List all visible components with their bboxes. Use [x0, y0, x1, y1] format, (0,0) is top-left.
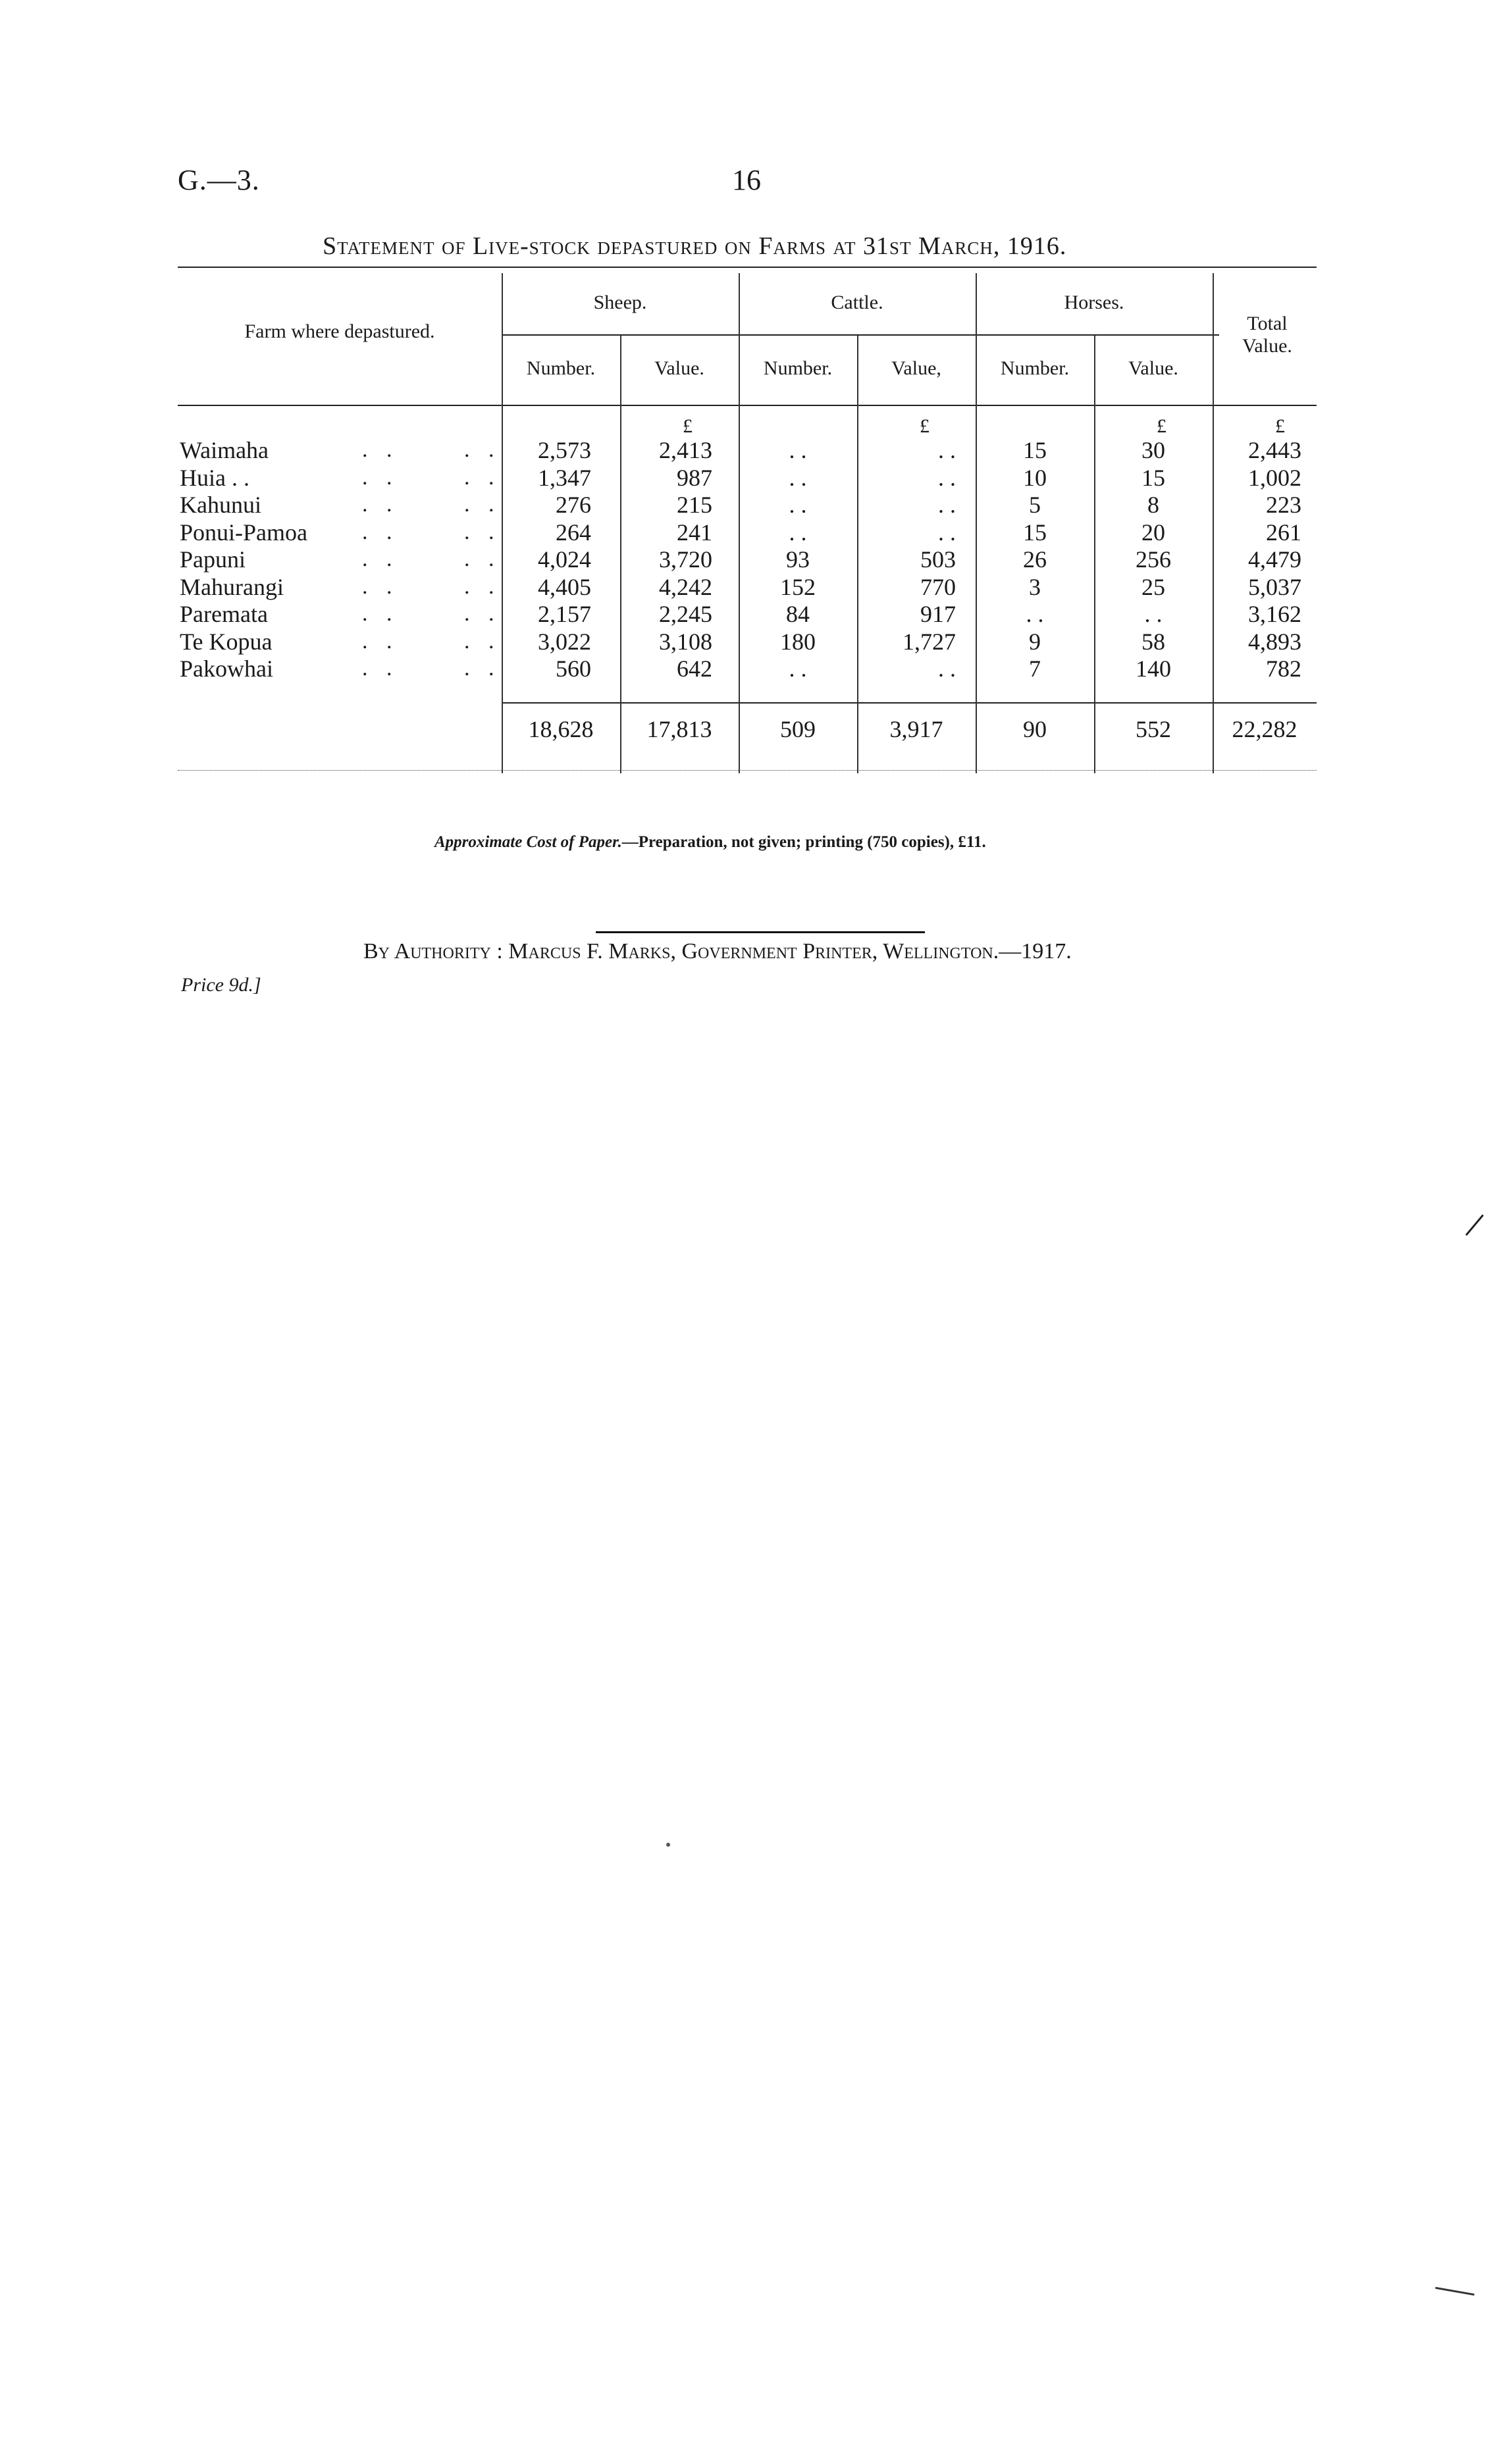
cell-total-value: 4,893 — [1248, 628, 1301, 655]
header-sheep-value: Value. — [654, 357, 704, 379]
dot-leader: . . — [362, 465, 399, 490]
page-number: 16 — [732, 164, 761, 196]
dot-leader: . . — [464, 629, 501, 654]
cell-sheep-number: 4,405 — [538, 573, 591, 600]
approx-text: —Preparation, not given; printing (750 copies), £11. — [621, 833, 986, 851]
farm-name: Te Kopua — [180, 628, 273, 655]
total-cattle-value: 3,917 — [889, 716, 943, 742]
approx-label: Approximate Cost of Paper. — [434, 833, 622, 851]
cell-sheep-value: 241 — [677, 519, 712, 546]
dot-leader: . . — [464, 492, 501, 517]
dot-leader: . . — [464, 519, 501, 544]
header-sheep: Sheep. — [593, 292, 647, 313]
footer-rule — [596, 931, 925, 933]
cell-sheep-value: 642 — [677, 655, 712, 682]
cell-horses-number: 26 — [1023, 546, 1047, 573]
cell-cattle-value: . . — [938, 492, 956, 518]
group-header-rule — [502, 334, 1219, 336]
cell-horses-value: 8 — [1147, 492, 1159, 518]
currency-sheep-value: £ — [683, 415, 693, 437]
cell-cattle-number: . . — [789, 655, 807, 682]
cell-total-value: 3,162 — [1248, 601, 1301, 627]
scan-mark-right — [1465, 1214, 1484, 1236]
cell-total-value: 5,037 — [1248, 573, 1301, 600]
cell-sheep-number: 4,024 — [538, 546, 591, 573]
total-cattle-number: 509 — [780, 716, 816, 742]
cell-sheep-number: 560 — [556, 655, 591, 682]
cell-total-value: 261 — [1266, 519, 1301, 546]
printer-authority: By Authority : Marcus F. Marks, Government Printer, Wellington.—1917. — [363, 939, 1072, 963]
cell-horses-value: 20 — [1141, 519, 1165, 546]
cell-sheep-value: 3,720 — [659, 546, 712, 573]
cell-sheep-number: 3,022 — [538, 628, 591, 655]
total-sheep-value: 17,813 — [646, 716, 712, 742]
dot-leader: . . — [362, 629, 399, 654]
cell-total-value: 1,002 — [1248, 464, 1301, 491]
cell-sheep-value: 3,108 — [659, 628, 712, 655]
dot-leader: . . — [464, 465, 501, 490]
farm-name: Huia . . — [180, 464, 249, 491]
cell-cattle-number: . . — [789, 492, 807, 518]
table-title-text: Statement of Live-stock depastured on Farms at 31st March, 1916. — [323, 232, 1067, 260]
cell-sheep-value: 987 — [677, 464, 712, 491]
cell-total-value: 782 — [1266, 655, 1301, 682]
cell-horses-value: 58 — [1141, 628, 1165, 655]
header-horses: Horses. — [1064, 292, 1124, 313]
farm-name: Mahurangi — [180, 573, 284, 600]
header-bottom-rule — [178, 405, 1317, 406]
dot-leader: . . — [464, 547, 501, 571]
header-horses-value: Value. — [1128, 357, 1178, 379]
cell-cattle-number: 93 — [786, 546, 810, 573]
cell-horses-number: 7 — [1029, 655, 1041, 682]
farm-name: Kahunui — [180, 492, 261, 518]
cell-sheep-number: 2,573 — [538, 437, 591, 463]
cell-horses-value: . . — [1144, 601, 1163, 627]
cell-sheep-number: 276 — [556, 492, 591, 518]
livestock-table — [178, 267, 1317, 773]
header-cattle-number: Number. — [763, 357, 833, 379]
cell-cattle-number: . . — [789, 464, 807, 491]
dot-leader: . . — [362, 574, 399, 599]
cell-cattle-value: . . — [938, 519, 956, 546]
cell-horses-value: 15 — [1141, 464, 1165, 491]
table-title — [323, 232, 1066, 261]
cell-cattle-value: 1,727 — [903, 628, 956, 655]
cell-total-value: 223 — [1266, 492, 1301, 518]
approximate-cost — [434, 833, 986, 852]
cell-sheep-value: 2,413 — [659, 437, 712, 463]
cell-horses-value: 25 — [1141, 573, 1165, 600]
cell-total-value: 4,479 — [1248, 546, 1301, 573]
dot-leader: . . — [464, 438, 501, 462]
header-sheep-number: Number. — [526, 357, 596, 379]
cell-cattle-value: 503 — [920, 546, 956, 573]
cell-cattle-value: 770 — [920, 573, 956, 600]
cell-sheep-number: 1,347 — [538, 464, 591, 491]
farm-name: Waimaha — [180, 437, 269, 463]
header-farm: Farm where depastured. — [244, 321, 435, 342]
dot-leader: . . — [464, 574, 501, 599]
dot-leader: . . — [362, 602, 399, 626]
cell-cattle-value: . . — [938, 464, 956, 491]
total-horses-value: 552 — [1136, 716, 1171, 742]
table-top-rule — [178, 267, 1317, 268]
total-horses-number: 90 — [1023, 716, 1047, 742]
cell-sheep-value: 215 — [677, 492, 712, 518]
scan-speck — [666, 1843, 670, 1847]
scan-mark-bottom — [1435, 2287, 1475, 2296]
cell-horses-value: 256 — [1136, 546, 1171, 573]
total-grand-value: 22,282 — [1232, 716, 1297, 742]
farm-name: Ponui-Pamoa — [180, 519, 307, 546]
cell-cattle-number: 84 — [786, 601, 810, 627]
cell-cattle-number: . . — [789, 437, 807, 463]
farm-name: Papuni — [180, 546, 246, 573]
cell-cattle-value: . . — [938, 437, 956, 463]
header-total-value: Total Value. — [1242, 313, 1292, 357]
total-sheep-number: 18,628 — [528, 716, 594, 742]
dot-leader: . . — [362, 547, 399, 571]
cell-sheep-number: 264 — [556, 519, 591, 546]
header-horses-number: Number. — [1000, 357, 1070, 379]
cell-horses-number: . . — [1026, 601, 1044, 627]
header-cattle-value: Value, — [891, 357, 941, 379]
cell-cattle-value: 917 — [920, 601, 956, 627]
totals-top-rule — [502, 702, 1317, 704]
currency-cattle-value: £ — [920, 415, 930, 437]
dot-leader: . . — [362, 519, 399, 544]
cell-horses-number: 9 — [1029, 628, 1041, 655]
cell-sheep-value: 4,242 — [659, 573, 712, 600]
dot-leader: . . — [464, 602, 501, 626]
dot-leader: . . — [362, 656, 399, 680]
document-reference: G.—3. — [178, 164, 260, 196]
cell-cattle-number: 152 — [780, 573, 816, 600]
farm-name: Pakowhai — [180, 655, 273, 682]
currency-total-value: £ — [1275, 415, 1285, 437]
cell-horses-number: 15 — [1023, 519, 1047, 546]
cell-sheep-number: 2,157 — [538, 601, 591, 627]
cell-horses-number: 10 — [1023, 464, 1047, 491]
cell-horses-value: 30 — [1141, 437, 1165, 463]
currency-horses-value: £ — [1157, 415, 1166, 437]
cell-horses-number: 3 — [1029, 573, 1041, 600]
cell-cattle-value: . . — [938, 655, 956, 682]
cell-total-value: 2,443 — [1248, 437, 1301, 463]
cell-horses-value: 140 — [1136, 655, 1171, 682]
table-bottom-rule — [178, 770, 1317, 771]
cell-sheep-value: 2,245 — [659, 601, 712, 627]
cell-cattle-number: . . — [789, 519, 807, 546]
farm-name: Paremata — [180, 601, 268, 627]
price: Price 9d.] — [181, 974, 261, 996]
header-cattle: Cattle. — [831, 292, 883, 313]
cell-cattle-number: 180 — [780, 628, 816, 655]
cell-horses-number: 5 — [1029, 492, 1041, 518]
dot-leader: . . — [362, 492, 399, 517]
cell-horses-number: 15 — [1023, 437, 1047, 463]
dot-leader: . . — [362, 438, 399, 462]
dot-leader: . . — [464, 656, 501, 680]
